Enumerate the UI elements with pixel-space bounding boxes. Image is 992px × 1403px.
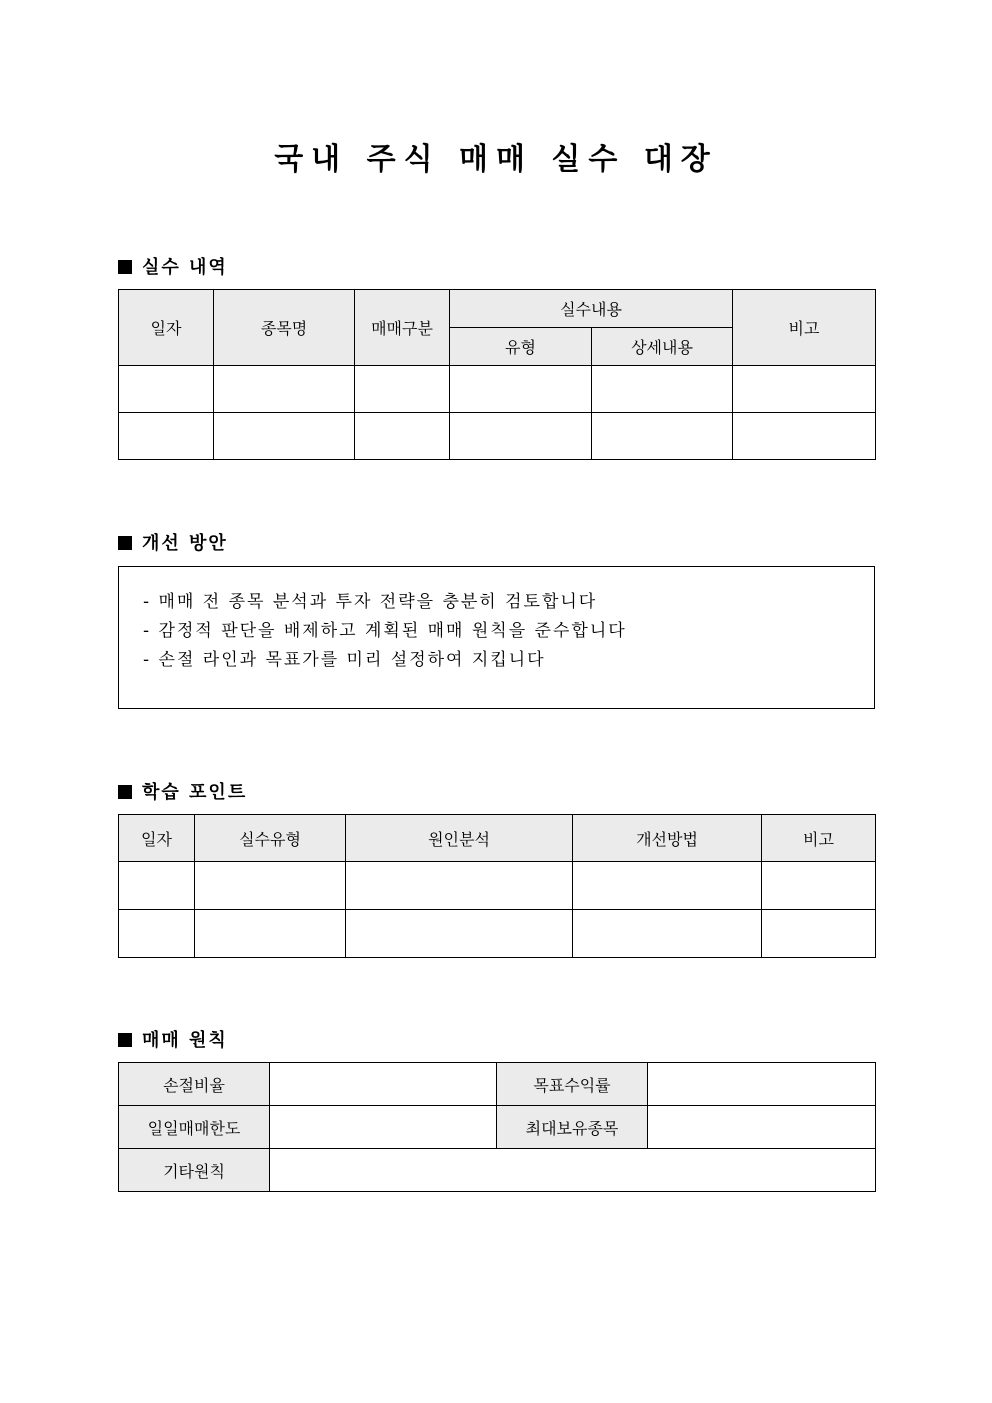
table-row (119, 862, 876, 910)
section-principles-heading (118, 1026, 228, 1052)
cell-note[interactable] (762, 910, 876, 958)
cell-date[interactable] (119, 413, 214, 460)
cell-cause[interactable] (346, 862, 573, 910)
section-principles-label: 매매 원칙 (142, 1030, 228, 1051)
square-bullet-icon (118, 536, 132, 550)
mistakes-table (118, 289, 876, 460)
improvement-line: - 감정적 판단을 배제하고 계획된 매매 원칙을 준수합니다 (143, 621, 627, 641)
header-type: 유형 (450, 328, 592, 366)
cell-cause[interactable] (346, 910, 573, 958)
table-row (119, 413, 876, 460)
label-max-holdings: 최대보유종목 (497, 1106, 648, 1149)
cell-stock[interactable] (214, 366, 355, 413)
label-other: 기타원칙 (119, 1149, 270, 1192)
section-improvement-heading (118, 529, 228, 555)
header-method: 개선방법 (573, 815, 762, 862)
cell-type[interactable] (450, 366, 592, 413)
value-max-holdings[interactable] (648, 1106, 876, 1149)
header-note: 비고 (762, 815, 876, 862)
square-bullet-icon (118, 1033, 132, 1047)
section-mistakes-label: 실수 내역 (142, 257, 228, 278)
table-row (119, 366, 876, 413)
improvement-line: - 손절 라인과 목표가를 미리 설정하여 지킵니다 (143, 650, 546, 670)
header-mistake-content: 실수내용 (450, 290, 733, 328)
cell-trade-type[interactable] (355, 366, 450, 413)
cell-mistake-type[interactable] (195, 862, 346, 910)
cell-date[interactable] (119, 910, 195, 958)
learning-table (118, 814, 876, 958)
value-daily-limit[interactable] (270, 1106, 497, 1149)
header-mistake-type: 실수유형 (195, 815, 346, 862)
improvement-line: - 매매 전 종목 분석과 투자 전략을 충분히 검토합니다 (143, 592, 598, 612)
header-stock: 종목명 (214, 290, 355, 366)
table-row (119, 910, 876, 958)
header-cause: 원인분석 (346, 815, 573, 862)
cell-type[interactable] (450, 413, 592, 460)
header-note: 비고 (733, 290, 876, 366)
value-other[interactable] (270, 1149, 876, 1192)
page-title: 국내 주식 매매 실수 대장 (274, 142, 718, 177)
principles-table (118, 1062, 876, 1192)
value-target-return[interactable] (648, 1063, 876, 1106)
cell-trade-type[interactable] (355, 413, 450, 460)
cell-detail[interactable] (592, 413, 733, 460)
label-daily-limit: 일일매매한도 (119, 1106, 270, 1149)
cell-date[interactable] (119, 862, 195, 910)
improvement-box (118, 566, 875, 709)
cell-note[interactable] (733, 366, 876, 413)
cell-method[interactable] (573, 862, 762, 910)
section-learning-label: 학습 포인트 (142, 782, 248, 803)
cell-note[interactable] (762, 862, 876, 910)
label-target-return: 목표수익률 (497, 1063, 648, 1106)
section-mistakes-heading (118, 253, 228, 279)
cell-mistake-type[interactable] (195, 910, 346, 958)
section-improvement-label: 개선 방안 (142, 533, 228, 554)
section-learning-heading (118, 778, 247, 804)
cell-stock[interactable] (214, 413, 355, 460)
cell-note[interactable] (733, 413, 876, 460)
value-stop-loss[interactable] (270, 1063, 497, 1106)
square-bullet-icon (118, 785, 132, 799)
header-trade-type: 매매구분 (355, 290, 450, 366)
cell-date[interactable] (119, 366, 214, 413)
cell-method[interactable] (573, 910, 762, 958)
square-bullet-icon (118, 260, 132, 274)
header-date: 일자 (119, 290, 214, 366)
label-stop-loss: 손절비율 (119, 1063, 270, 1106)
header-detail: 상세내용 (592, 328, 733, 366)
cell-detail[interactable] (592, 366, 733, 413)
header-date: 일자 (119, 815, 195, 862)
